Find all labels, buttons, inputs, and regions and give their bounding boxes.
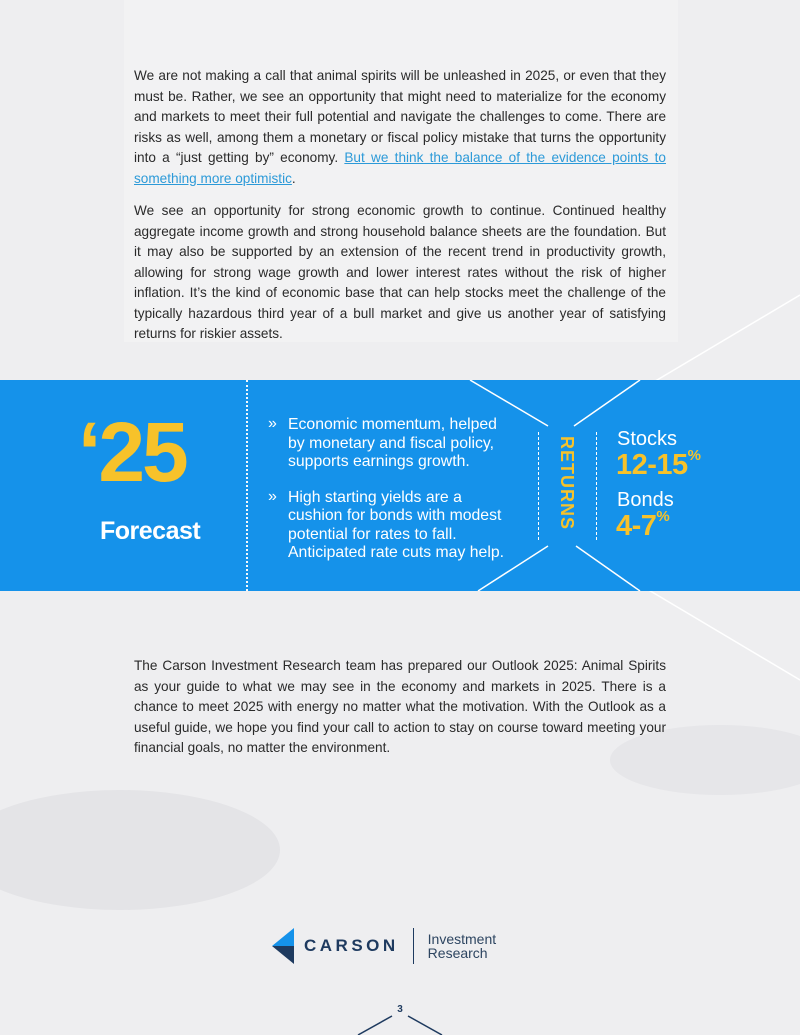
logo-separator xyxy=(413,928,414,964)
intro-p1-end: . xyxy=(291,170,296,186)
stocks-percent: % xyxy=(687,447,701,464)
forecast-band xyxy=(0,380,800,591)
bullet-chevron-icon: » xyxy=(268,487,277,505)
forecast-year: ‘25 xyxy=(78,405,186,499)
stocks-range: 12-15 xyxy=(616,449,688,481)
returns-divider-right xyxy=(596,432,597,540)
intro-paragraph-1 xyxy=(134,66,666,189)
intro-paragraph-2: We see an opportunity for strong economic growth to continue. Continued healthy aggregate income growth and strong household balance sheets are the foundation. But it may also be supported by an extension of the recent trend in productivity growth, allowing for strong wage growth and lower interest rates without the risk of higher inflation. It’s the kind of economic base that can help stocks meet the challenge of the typically hazardous third year of a bull market and give us another year of satisfying returns for riskier assets. xyxy=(134,203,666,341)
bonds-label: Bonds xyxy=(617,489,674,511)
carson-logo xyxy=(272,928,496,964)
brand-subtitle xyxy=(428,932,496,960)
band-divider xyxy=(246,380,248,591)
forecast-bullet-2 xyxy=(268,489,518,563)
evidence-link[interactable]: But we think the balance of the evidence points to something more optimistic xyxy=(134,150,666,186)
stocks-value xyxy=(616,449,701,482)
carson-mark-icon xyxy=(272,928,294,964)
returns-label: RETURNS xyxy=(557,436,577,531)
forecast-bullet-1-text: Economic momentum, helped by monetary and fiscal policy, supports earnings growth. xyxy=(288,416,497,470)
intro-p1-text: We are not making a call that animal spirits will be unleashed in 2025, or even that they must be. Rather, we see an opportunity that might need to materialize for the economy and markets to meet their full potential and navigate the challenges to come. There are risks as well, among them a monetary or fiscal policy mistake that turns the opportunity into a “just getting by” economy. xyxy=(134,68,666,165)
outro-paragraph: The Carson Investment Research team has prepared our Outlook 2025: Animal Spirits as your guide to what we may see in the economy and markets in 2025. There is a chance to meet 2025 with energy no matter what the motivation. With the Outlook as a useful guide, we hope you find your call to action to stay on course toward meeting your financial goals, no matter the environment. xyxy=(134,658,666,755)
brand-subtitle-line-2: Research xyxy=(427,945,488,961)
page-number: 3 xyxy=(397,1004,403,1015)
forecast-bullet-1 xyxy=(268,416,518,472)
forecast-bullets xyxy=(268,416,518,580)
outro-text xyxy=(134,656,666,771)
brand-subtitle-line-1: Investment xyxy=(427,931,497,947)
intro-text xyxy=(134,66,666,357)
forecast-label: Forecast xyxy=(100,517,201,545)
bonds-value xyxy=(616,510,669,543)
forecast-bullet-2-text: High starting yields are a cushion for bonds with modest potential for rates to fall. Anticipated rate cuts may help. xyxy=(288,488,505,561)
bullet-chevron-icon: » xyxy=(268,415,277,432)
stocks-label: Stocks xyxy=(617,428,678,450)
bonds-percent: % xyxy=(656,508,670,525)
brand-name: CARSON xyxy=(304,936,399,955)
bonds-range: 4-7 xyxy=(616,510,657,542)
returns-divider-left xyxy=(538,432,539,540)
